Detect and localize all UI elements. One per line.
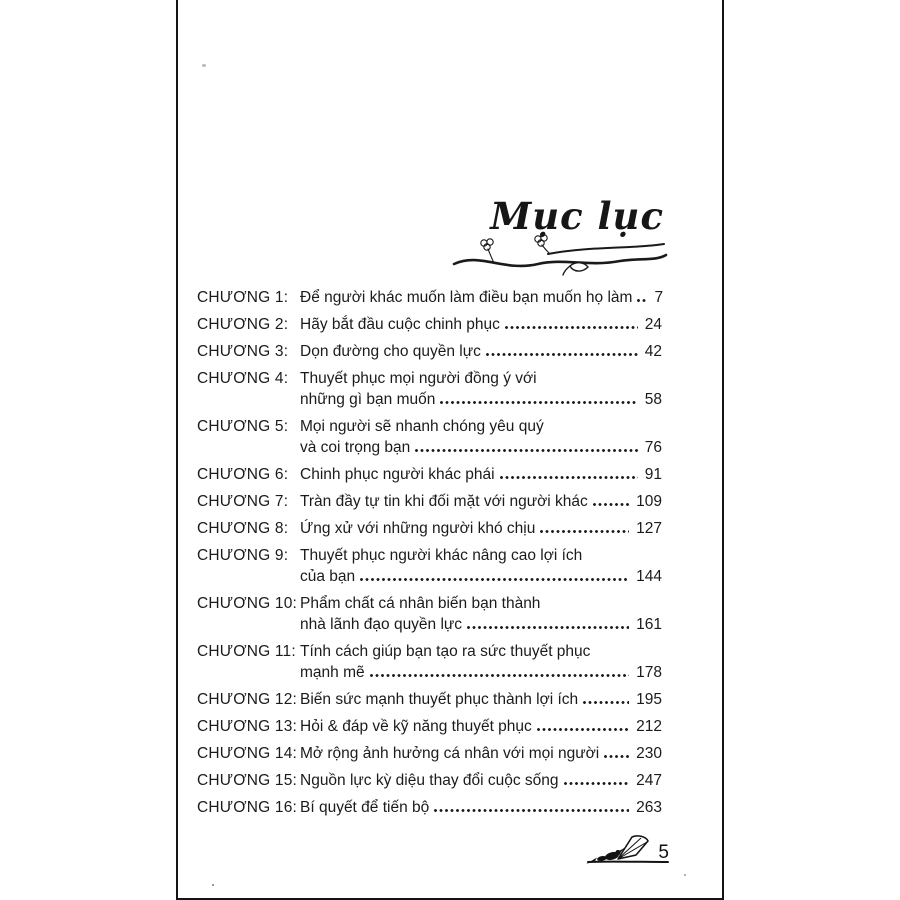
page-number: 195 [636, 691, 662, 708]
chapter-title-lines [300, 716, 662, 737]
toc-entry [197, 716, 662, 737]
chapter-label: CHƯƠNG 8: [197, 520, 289, 537]
page-number: 144 [636, 568, 662, 585]
chapter-title-text: những gì bạn muốn [300, 391, 436, 408]
chapter-label: CHƯƠNG 13: [197, 718, 298, 735]
toc-line [300, 797, 662, 818]
chapter-title-text: Nguồn lực kỳ diệu thay đổi cuộc sống [300, 772, 559, 789]
flower-icon [481, 239, 494, 263]
chapter-title-lines [300, 593, 662, 635]
chapter-title-text: mạnh mẽ [300, 664, 365, 681]
dot-leader [583, 701, 629, 704]
toc-entry [197, 491, 662, 512]
chapter-title-text: Biến sức mạnh thuyết phục thành lợi ích [300, 691, 579, 708]
dot-leader [415, 449, 637, 452]
chapter-label: CHƯƠNG 2: [197, 316, 289, 333]
chapter-title-lines [300, 464, 662, 485]
chapter-title-lines [300, 491, 662, 512]
page-number: 247 [636, 772, 662, 789]
page-number: 212 [636, 718, 662, 735]
chapter-title-text: Hỏi & đáp về kỹ năng thuyết phục [300, 718, 532, 735]
chapter-label: CHƯƠNG 5: [197, 418, 289, 435]
toc-entry [197, 416, 662, 458]
toc-entry [197, 368, 662, 410]
chapter-label: CHƯƠNG 7: [197, 493, 289, 510]
dot-leader [360, 578, 629, 581]
toc-line [300, 716, 662, 737]
chapter-title-text: và coi trọng bạn [300, 439, 411, 456]
chapter-label: CHƯƠNG 9: [197, 547, 289, 564]
toc-line [300, 770, 662, 791]
toc-entry [197, 518, 662, 539]
toc-entry [197, 287, 662, 308]
chapter-label: CHƯƠNG 16: [197, 799, 298, 816]
dot-leader [637, 299, 647, 302]
page-number: 263 [636, 799, 662, 816]
toc-entry [197, 689, 662, 710]
toc-entry [197, 314, 662, 335]
book-page [176, 0, 724, 900]
dot-leader [370, 674, 630, 677]
chapter-label: CHƯƠNG 15: [197, 772, 298, 789]
toc-line [300, 341, 662, 362]
toc-line [300, 614, 662, 635]
page-number: 24 [644, 316, 662, 333]
toc-entry [197, 770, 662, 791]
toc-line [300, 662, 662, 683]
chapter-label: CHƯƠNG 10: [197, 595, 298, 612]
chapter-title-text: Bí quyết để tiến bộ [300, 799, 430, 816]
dot-leader [564, 782, 630, 785]
chapter-label: CHƯƠNG 4: [197, 370, 289, 387]
page-number: 42 [644, 343, 662, 360]
toc-line [300, 437, 662, 458]
page-number: 161 [636, 616, 662, 633]
toc-entry [197, 545, 662, 587]
chapter-title-text: nhà lãnh đạo quyền lực [300, 616, 463, 633]
toc-entry [197, 743, 662, 764]
chapter-title-text: Thuyết phục mọi người đồng ý với [300, 370, 537, 387]
chapter-title-lines [300, 341, 662, 362]
chapter-title-text: của bạn [300, 568, 356, 585]
toc-entry [197, 341, 662, 362]
toc-line [300, 566, 662, 587]
chapter-title-lines [300, 518, 662, 539]
page-number: 109 [636, 493, 662, 510]
dot-leader [505, 326, 638, 329]
scan-speck [212, 884, 214, 886]
toc-line [300, 545, 662, 566]
chapter-title-lines [300, 743, 662, 764]
page-number: 127 [636, 520, 662, 537]
page-title: Mục lục [490, 194, 664, 238]
page-number: 91 [644, 466, 662, 483]
toc-line [300, 641, 662, 662]
chapter-label: CHƯƠNG 3: [197, 343, 289, 360]
toc-entry [197, 797, 662, 818]
table-of-contents [197, 287, 662, 824]
chapter-title-lines [300, 314, 662, 335]
page-footer [584, 831, 672, 869]
toc-line [300, 416, 662, 437]
chapter-title-text: Ứng xử với những người khó chịu [300, 520, 536, 537]
chapter-title-text: Tràn đầy tự tin khi đối mặt với người khác [300, 493, 588, 510]
toc-line [300, 389, 662, 410]
chapter-title-lines [300, 287, 662, 308]
title-block [452, 194, 668, 276]
chapter-title-lines [300, 641, 662, 683]
dot-leader [593, 503, 629, 506]
toc-line [300, 593, 662, 614]
page-number: 7 [654, 289, 664, 306]
chapter-title-text: Để người khác muốn làm điều bạn muốn họ làm [300, 289, 633, 306]
chapter-title-text: Mở rộng ảnh hưởng cá nhân với mọi người [300, 745, 600, 762]
toc-line [300, 287, 662, 308]
chapter-title-text: Mọi người sẽ nhanh chóng yêu quý [300, 418, 544, 435]
chapter-title-lines [300, 689, 662, 710]
page-number: 230 [636, 745, 662, 762]
chapter-title-lines [300, 797, 662, 818]
toc-line [300, 368, 662, 389]
toc-line [300, 314, 662, 335]
toc-entry [197, 593, 662, 635]
folio-page-number: 5 [658, 842, 669, 863]
chapter-title-lines [300, 368, 662, 410]
toc-line [300, 689, 662, 710]
leaf-icon [563, 263, 588, 275]
chapter-title-text: Hãy bắt đầu cuộc chinh phục [300, 316, 500, 333]
toc-line [300, 491, 662, 512]
chapter-label: CHƯƠNG 11: [197, 643, 296, 660]
scan-speck [684, 874, 686, 876]
chapter-title-text: Dọn đường cho quyền lực [300, 343, 481, 360]
chapter-label: CHƯƠNG 1: [197, 289, 289, 306]
dot-leader [537, 728, 629, 731]
toc-line [300, 464, 662, 485]
chapter-label: CHƯƠNG 6: [197, 466, 289, 483]
page-number: 178 [636, 664, 662, 681]
page-number: 58 [644, 391, 662, 408]
dot-leader [500, 476, 638, 479]
dot-leader [467, 626, 629, 629]
chapter-title-text: Chinh phục người khác phái [300, 466, 495, 483]
flourish-swash-icon [452, 234, 668, 276]
scan-speck [202, 64, 206, 67]
dot-leader [434, 809, 629, 812]
chapter-label: CHƯƠNG 14: [197, 745, 298, 762]
dot-leader [540, 530, 629, 533]
chapter-title-lines [300, 416, 662, 458]
toc-entry [197, 641, 662, 683]
page-number: 76 [644, 439, 662, 456]
chapter-title-text: Thuyết phục người khác nâng cao lợi ích [300, 547, 583, 564]
chapter-title-lines [300, 770, 662, 791]
chapter-label: CHƯƠNG 12: [197, 691, 298, 708]
chapter-title-text: Phẩm chất cá nhân biến bạn thành [300, 595, 541, 612]
toc-line [300, 743, 662, 764]
chapter-title-text: Tính cách giúp bạn tạo ra sức thuyết phục [300, 643, 591, 660]
dot-leader [440, 401, 637, 404]
chapter-title-lines [300, 545, 662, 587]
dot-leader [486, 353, 638, 356]
dot-leader [604, 755, 629, 758]
toc-line [300, 518, 662, 539]
toc-entry [197, 464, 662, 485]
